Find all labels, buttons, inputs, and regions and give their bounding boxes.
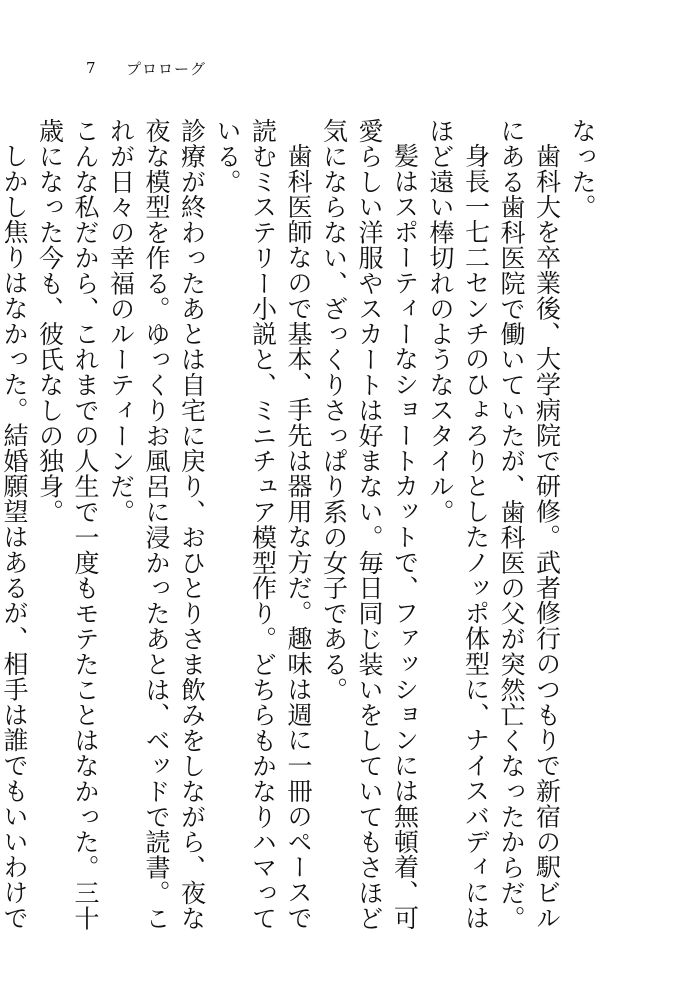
page-number: 7 [86, 59, 97, 77]
paragraph-1: なった。 [568, 118, 597, 220]
paragraph-2: 歯科大を卒業後、大学病院で研修。武者修行のつもりで新宿の駅ビルにある歯科医院で働いていたが、歯科医の父が突然亡くなったからだ。 [497, 118, 562, 931]
paragraph-3: 身長一七二センチのひょろりとしたノッポ体型に、ナイスバディにはほど遠い棒切れのようなスタイル。 [426, 118, 491, 931]
vertical-body-text [0, 118, 600, 936]
paragraph-7: こんな私だから、これまでの人生で一度もモテたことはなかった。三十歳になった今も、彼氏なしの独身。 [35, 118, 100, 931]
paragraph-6: 診療が終わったあとは自宅に戻り、おひとりさま飲みをしながら、夜な夜な模型を作る。ゆっくりお風呂に浸かったあとは、ベッドで読書。これが日々の幸福のルーティーンだ。 [106, 118, 207, 931]
paragraph-5: 歯科医師なので基本、手先は器用な方だ。趣味は週に一冊のペースで読むミステリー小説と、ミニチュア模型作り。どちらもかなりハマっている。 [213, 118, 313, 931]
chapter-title: プロローグ [126, 59, 207, 78]
page-header [86, 56, 206, 80]
paragraph-4: 髪はスポーティーなショートカットで、ファッションには無頓着、可愛らしい洋服やスカートは好まない。毎日同じ装いをしていてもさほど気にならない、ざっくりさっぱり系の女子である。 [319, 118, 420, 931]
paragraph-8: しかし焦りはなかった。結婚願望はあるが、相手は誰でもいいわけで [0, 143, 29, 931]
